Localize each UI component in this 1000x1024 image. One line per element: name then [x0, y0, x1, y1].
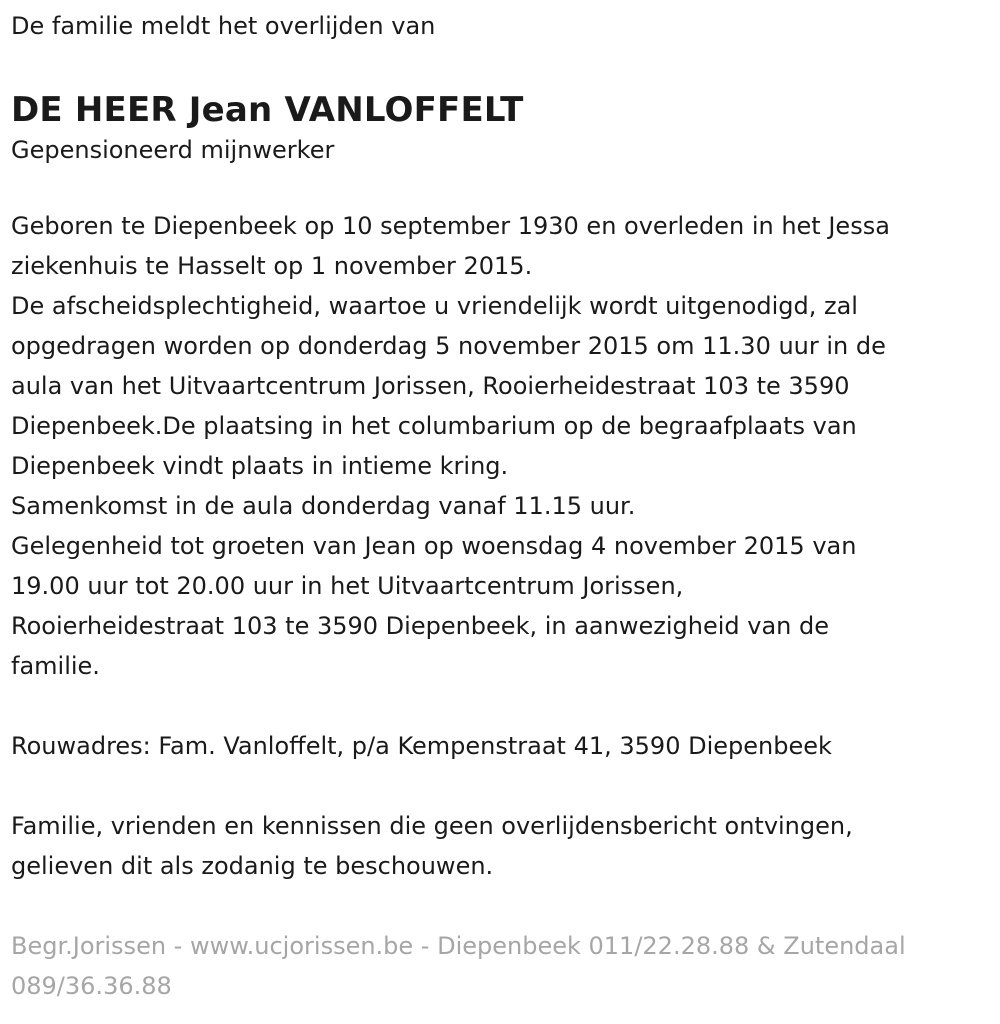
body-line: Diepenbeek.De plaatsing in het columbarium op de begraafplaats van — [11, 412, 857, 440]
body-line: Samenkomst in de aula donderdag vanaf 11.15 uur. — [11, 492, 636, 520]
body-line: opgedragen worden op donderdag 5 november 2015 om 11.30 uur in de — [11, 332, 886, 360]
notice-line: gelieven dit als zodanig te beschouwen. — [11, 852, 494, 880]
funeral-home-footer — [11, 926, 989, 1006]
notice-line: Familie, vrienden en kennissen die geen overlijdensbericht ontvingen, — [11, 812, 853, 840]
body-line: Gelegenheid tot groeten van Jean op woensdag 4 november 2015 van — [11, 532, 857, 560]
body-line: 19.00 uur tot 20.00 uur in het Uitvaartcentrum Jorissen, — [11, 572, 684, 600]
notice-text — [11, 806, 989, 886]
body-line: Rooierheidestraat 103 te 3590 Diepenbeek, in aanwezigheid van de — [11, 612, 830, 640]
body-line: aula van het Uitvaartcentrum Jorissen, Rooierheidestraat 103 te 3590 — [11, 372, 850, 400]
footer-line: 089/36.36.88 — [11, 972, 172, 1000]
intro-text: De familie meldt het overlijden van — [11, 12, 436, 40]
obituary-body — [11, 206, 989, 686]
mourning-address — [11, 726, 989, 766]
body-line: Geboren te Diepenbeek op 10 september 1930 en overleden in het Jessa — [11, 212, 890, 240]
body-line: ziekenhuis te Hasselt op 1 november 2015. — [11, 252, 533, 280]
body-line: familie. — [11, 652, 100, 680]
deceased-name: DE HEER Jean VANLOFFELT — [11, 90, 524, 130]
occupation-text: Gepensioneerd mijnwerker — [11, 136, 335, 164]
footer-line: Begr.Jorissen - www.ucjorissen.be - Diepenbeek 011/22.28.88 & Zutendaal — [11, 932, 906, 960]
body-line: De afscheidsplechtigheid, waartoe u vriendelijk wordt uitgenodigd, zal — [11, 292, 858, 320]
body-line: Diepenbeek vindt plaats in intieme kring. — [11, 452, 509, 480]
mourning-address-line: Rouwadres: Fam. Vanloffelt, p/a Kempenstraat 41, 3590 Diepenbeek — [11, 732, 832, 760]
